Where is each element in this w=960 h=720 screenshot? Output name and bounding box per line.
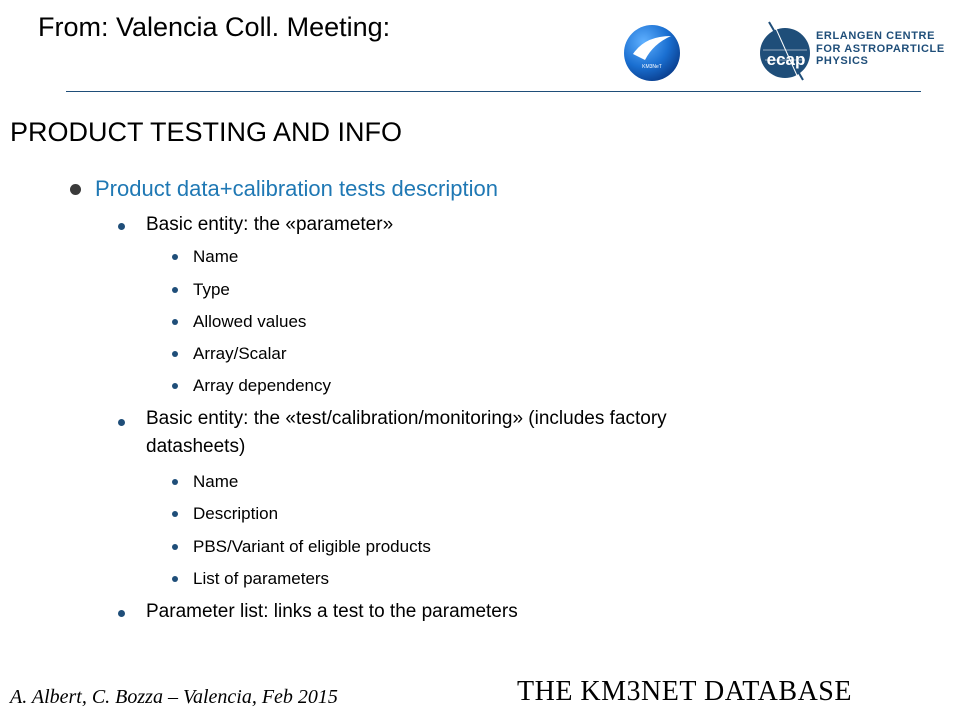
ecap-line: PHYSICS	[816, 55, 869, 67]
bullet-l2-parameter-list: Parameter list: links a test to the parameters	[146, 601, 518, 622]
bullet-l2-test: Basic entity: the «test/calibration/monitoring» (includes factory	[146, 408, 667, 429]
ecap-logo	[755, 20, 815, 82]
slide-title: PRODUCT TESTING AND INFO	[10, 117, 403, 147]
footer-authors: A. Albert, C. Bozza – Valencia, Feb 2015	[10, 686, 338, 708]
bullet-l2-parameter: Basic entity: the «parameter»	[146, 214, 394, 235]
km3net-logo-text: KM3NeT	[642, 64, 662, 70]
list-item: Name	[193, 472, 239, 491]
header-divider	[66, 91, 921, 92]
list-item: Name	[193, 247, 239, 266]
list-item: List of parameters	[193, 569, 330, 588]
meeting-reference: From: Valencia Coll. Meeting:	[38, 12, 391, 42]
list-item: PBS/Variant of eligible products	[193, 537, 431, 556]
bullet-l2-test-continued: datasheets)	[146, 436, 246, 457]
ecap-line: ERLANGEN CENTRE	[816, 30, 936, 42]
footer-title: THE KM3NET DATABASE	[517, 676, 852, 707]
bullet-dot	[172, 319, 178, 325]
list-item: Allowed values	[193, 312, 307, 331]
bullet-dot	[172, 351, 178, 357]
bullet-dot	[172, 576, 178, 582]
km3net-logo	[623, 24, 681, 82]
bullet-dot	[172, 544, 178, 550]
list-item: Array dependency	[193, 376, 331, 395]
bullet-dot	[118, 223, 125, 230]
bullet-dot	[172, 254, 178, 260]
bullet-dot	[70, 184, 81, 195]
ecap-line: FOR ASTROPARTICLE	[816, 42, 945, 55]
bullet-dot	[172, 287, 178, 293]
bullet-dot	[172, 511, 178, 517]
ecap-mark: ecap	[766, 50, 806, 69]
list-item: Description	[193, 504, 279, 523]
bullet-dot	[118, 419, 125, 426]
list-item: Type	[193, 280, 230, 299]
bullet-dot	[118, 610, 125, 617]
bullet-dot	[172, 383, 178, 389]
list-item: Array/Scalar	[193, 344, 287, 363]
bullet-l1-product-tests: Product data+calibration tests description	[95, 176, 498, 201]
bullet-dot	[172, 479, 178, 485]
ecap-institution-name	[816, 30, 945, 68]
